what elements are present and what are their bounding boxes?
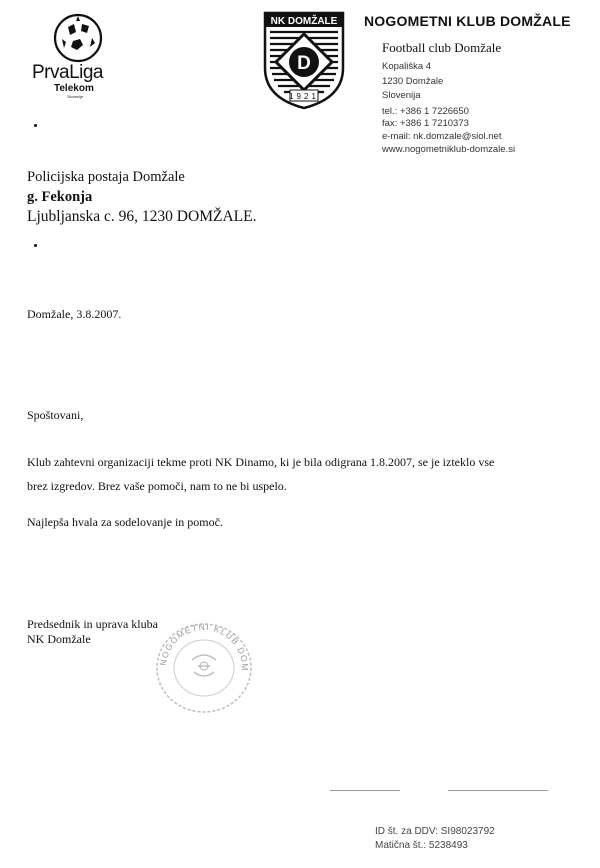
- crest-name: NK DOMŽALE: [270, 16, 338, 27]
- club-fax: fax: +386 1 7210373: [382, 118, 469, 129]
- club-name: NOGOMETNI KLUB DOMŽALE: [364, 13, 571, 29]
- recipient-block: [27, 167, 256, 227]
- league-brand: PrvaLiga: [32, 62, 103, 83]
- club-phone: tel.: +386 1 7226650: [382, 106, 469, 117]
- club-email: e-mail: nk.domzale@siol.net: [382, 131, 502, 142]
- club-website: www.nogometniklub-domzale.si: [382, 144, 516, 155]
- league-sponsor: Telekom: [54, 83, 94, 94]
- recipient-person: g. Fekonja: [27, 189, 93, 205]
- footer-vat-id: ID št. za DDV: SI98023792: [375, 826, 495, 837]
- prvaliga-logo: [30, 12, 110, 98]
- signature-line: [330, 790, 400, 791]
- club-country: Slovenija: [382, 90, 421, 101]
- signatory-club: NK Domžale: [27, 632, 91, 646]
- club-seal-stamp: [152, 620, 256, 716]
- body-line-1: Klub zahtevni organizaciji tekme proti NK Dinamo, ki je bila odigrana 1.8.2007, se je izteklo vse: [27, 455, 495, 469]
- football-icon: [52, 12, 104, 64]
- recipient-institution: Policijska postaja Domžale: [27, 169, 185, 185]
- seal-text: NOGOMETNI KLUB DOM: [157, 621, 251, 672]
- bullet-mark: [34, 124, 37, 127]
- club-name-english: Football club Domžale: [382, 40, 502, 55]
- club-crest-shield-icon: [262, 10, 346, 110]
- crest-year: 1921: [289, 92, 319, 101]
- salutation: Spoštovani,: [27, 408, 84, 422]
- crest-letter: D: [297, 53, 311, 74]
- club-street: Kopališka 4: [382, 61, 432, 72]
- body-line-2: brez izgredov. Brez vaše pomoči, nam to ne bi uspelo.: [27, 479, 287, 493]
- league-country: Slovenije: [67, 94, 84, 99]
- signatory-title: Predsednik in uprava kluba: [27, 617, 158, 631]
- footer-registration-number: Matična št.: 5238493: [375, 840, 468, 851]
- club-crest: [262, 10, 346, 110]
- bullet-mark: [34, 244, 37, 247]
- club-city: 1230 Domžale: [382, 76, 444, 87]
- signature-line: [448, 790, 548, 791]
- thanks-line: Najlepša hvala za sodelovanje in pomoč.: [27, 515, 223, 529]
- recipient-address: Ljubljanska c. 96, 1230 DOMŽALE.: [27, 208, 257, 225]
- letter-date: Domžale, 3.8.2007.: [27, 307, 122, 321]
